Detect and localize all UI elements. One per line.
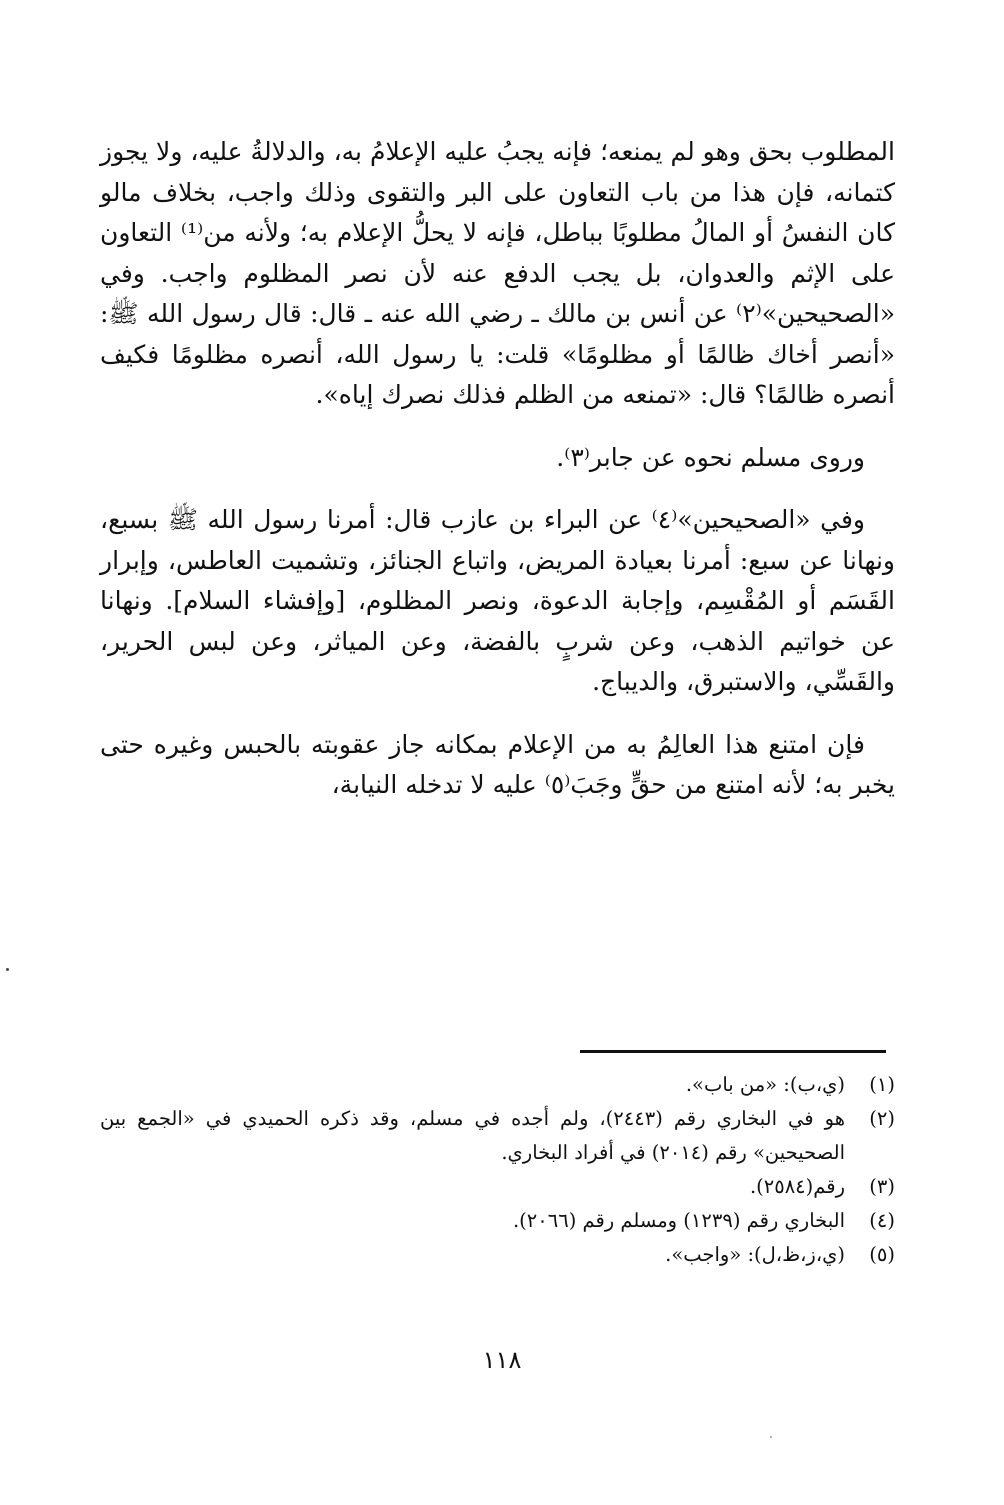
footnote-number: (٣) [869, 1175, 895, 1198]
footnote-number: (٢) [869, 1107, 895, 1130]
footnote-text: (ي،ز،ظ،ل): «واجب». [665, 1243, 845, 1266]
paragraph-3: وفي «الصحيحين»⁽٤⁾ عن البراء بن عازب قال: أمرنا رسول الله ﷺ بسبع، ونهانا عن سبع: أمرنا بعيادة المريض، واتباع الجنائز، وتشميت العاطس، وإبرار القَسَم أو المُقْسِم، وإجابة الدعوة، ونصر المظلوم، [وإفشاء السلام]. ونهانا عن خواتيم الذهب، وعن شربٍ بالفضة، وعن المياثر، وعن لبس الحرير، والقَسِّي، والاستبرق، والديباج. [100, 505, 895, 696]
footnote-text: رقم(٢٥٨٤). [749, 1175, 845, 1198]
footnote-text: (ي،ب): «من باب». [685, 1073, 845, 1096]
footnotes [100, 1068, 895, 1272]
paragraph-2: وروى مسلم نحوه عن جابر⁽٣⁾. [556, 442, 865, 472]
scan-speck [6, 968, 9, 971]
footnote-number: (٤) [869, 1209, 895, 1232]
footnote-text: هو في البخاري رقم (٢٤٤٣)، ولم أجده في مسلم، وقد ذكره الحميدي في «الجمع بين الصحيحين» رقم (٢٠١٤) في أفراد البخاري. [100, 1107, 845, 1164]
paragraph-1: المطلوب بحق وهو لم يمنعه؛ فإنه يجبُ عليه الإعلامُ به، والدلالةُ عليه، ولا يجوز كتمانه، فإن هذا من باب التعاون على البر والتقوى وذلك واجب، بخلاف مالو كان النفسُ أو المالُ مطلوبًا بباطل، فإنه لا يحلُّ الإعلام به؛ ولأنه من⁽¹⁾ التعاون على الإثم والعدوان، بل يجب الدفع عنه لأن نصر المظلوم واجب. وفي «الصحيحين»⁽٢⁾ عن أنس بن مالك ـ رضي الله عنه ـ قال: قال رسول الله ﷺ: «أنصر أخاك ظالمًا أو مظلومًا» قلت: يا رسول الله، أنصره مظلومًا فكيف أنصره ظالمًا؟ قال: «تمنعه من الظلم فذلك نصرك إياه». [100, 137, 895, 409]
main-text [100, 132, 895, 806]
footnote-text: البخاري رقم (١٢٣٩) ومسلم رقم (٢٠٦٦). [512, 1209, 845, 1232]
footnote-number: (٥) [869, 1243, 895, 1266]
footnote-separator [580, 1050, 886, 1053]
scan-speck [770, 1436, 772, 1438]
page-number: ١١٨ [482, 1346, 522, 1374]
footnote-5 [100, 1238, 895, 1272]
footnote-2 [100, 1102, 895, 1170]
footnote-3 [100, 1170, 895, 1204]
paragraph-4: فإن امتنع هذا العالِمُ به من الإعلام بمكانه جاز عقوبته بالحبس وغيره حتى يخبر به؛ لأنه امتنع من حقٍّ وجَبَ⁽٥⁾ عليه لا تدخله النيابة، [100, 729, 895, 799]
footnote-4 [100, 1204, 895, 1238]
footnote-number: (١) [869, 1073, 895, 1096]
footnote-1 [100, 1068, 895, 1102]
